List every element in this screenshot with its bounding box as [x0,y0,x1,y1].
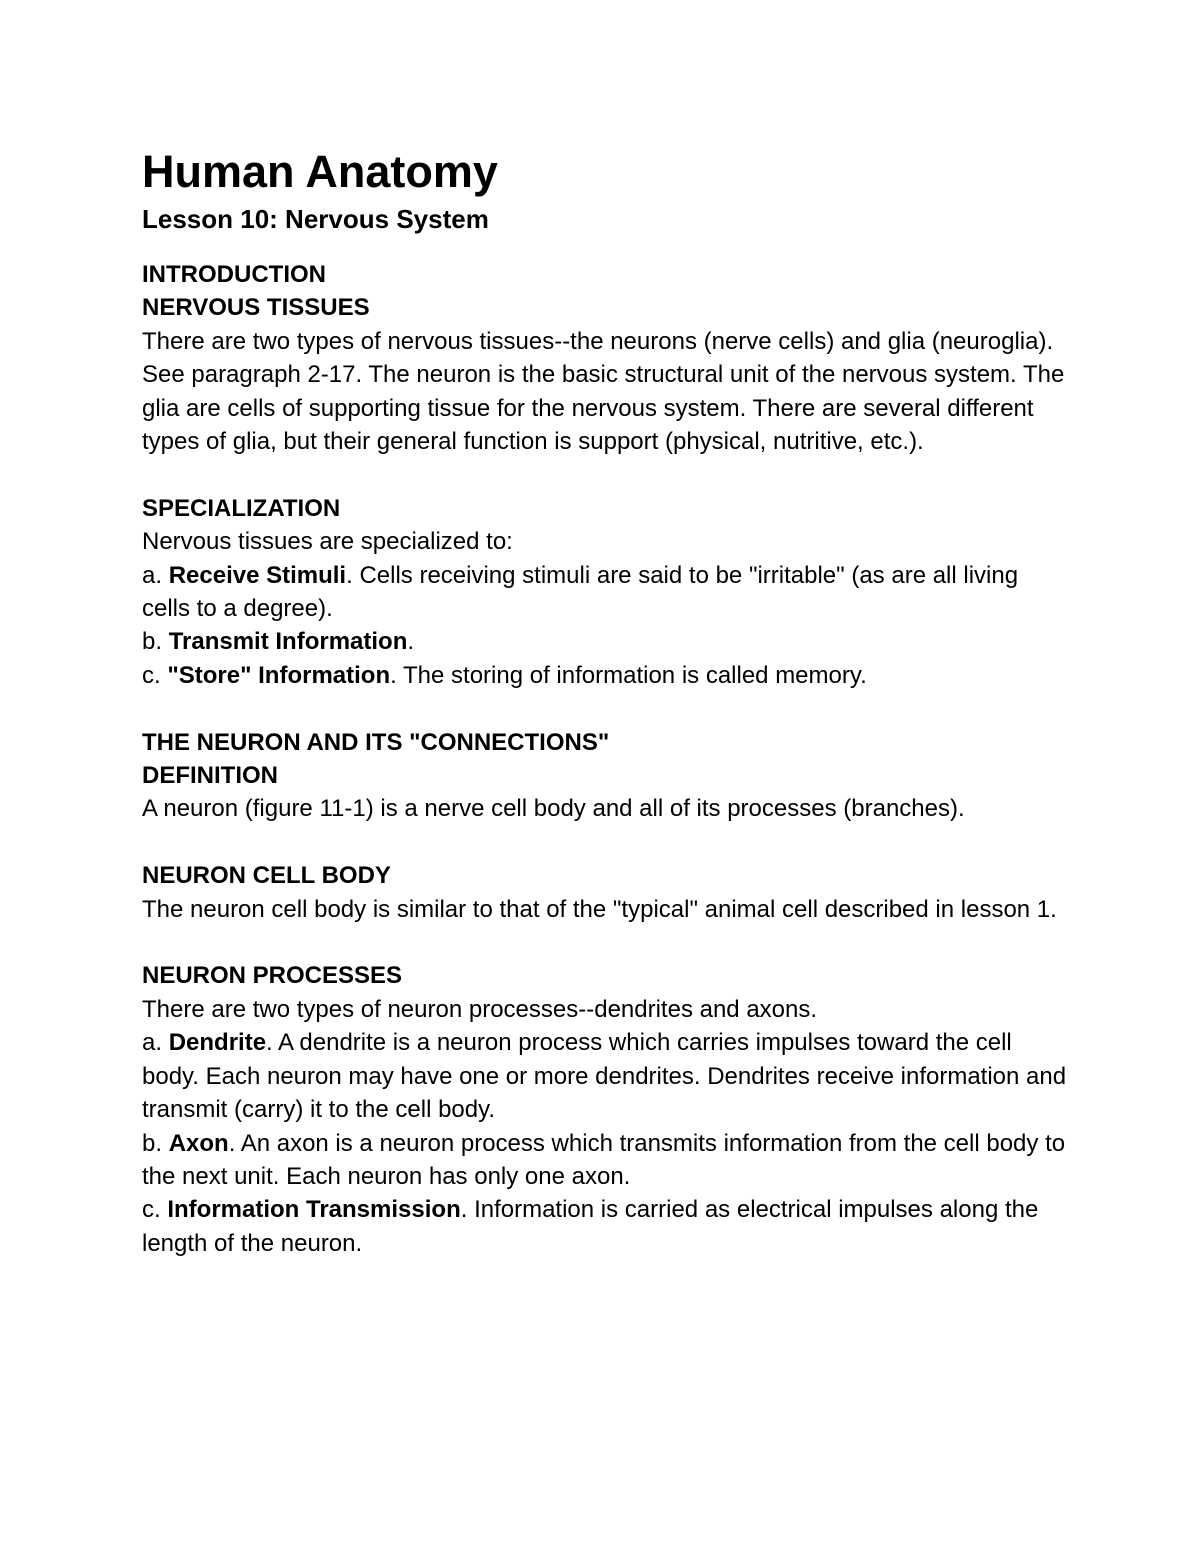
cell-body-paragraph: The neuron cell body is similar to that of the "typical" animal cell described in lesson 1. [142,895,1057,923]
processes-section [142,959,1072,1260]
item-prefix: c. [142,1196,168,1224]
item-prefix: b. [142,1129,169,1157]
specialization-item [142,559,1072,626]
lesson-subtitle: Lesson 10: Nervous System [142,204,489,234]
section-spacer [142,926,1072,959]
specialization-item [142,659,1072,692]
item-text: . The storing of information is called memory. [390,661,867,689]
section-spacer [142,458,1072,491]
item-prefix: a. [142,561,169,589]
processes-heading: NEURON PROCESSES [142,962,403,990]
definition-paragraph: A neuron (figure 11-1) is a nerve cell body and all of its processes (branches). [142,795,965,823]
cell-body-heading: NEURON CELL BODY [142,862,391,890]
item-text: . A dendrite is a neuron process which carries impulses toward the cell body. Each neuron may have one or more dendrites. Dendrites receive information and transmit (carry) it to the cell body. [142,1029,1067,1124]
specialization-section [142,492,1072,692]
section-spacer [142,692,1072,725]
processes-item [142,1193,1072,1260]
item-term: Information Transmission [167,1196,461,1224]
item-text: . Information is carried as electrical impulses along the length of the neuron. [142,1196,1039,1257]
specialization-item [142,625,1072,658]
nervous-tissues-heading: NERVOUS TISSUES [142,294,370,322]
neuron-connections-heading: THE NEURON AND ITS "CONNECTIONS" [142,728,610,756]
item-term: "Store" Information [167,661,391,689]
specialization-heading: SPECIALIZATION [142,494,341,522]
item-text: . An axon is a neuron process which transmits information from the cell body to the next unit. Each neuron has only one axon. [142,1129,1066,1190]
document-title: Human Anatomy [142,146,498,197]
introduction-heading: INTRODUCTION [142,261,326,288]
item-term: Receive Stimuli [168,561,347,589]
processes-item [142,1026,1072,1126]
item-term: Transmit Information [168,628,408,656]
processes-item [142,1127,1072,1194]
neuron-section [142,726,1072,826]
definition-heading: DEFINITION [142,762,278,790]
processes-intro: There are two types of neuron processes--dendrites and axons. [142,995,818,1023]
item-term: Dendrite [168,1029,267,1057]
item-prefix: a. [142,1029,169,1057]
introduction-section [142,258,1072,458]
nervous-tissues-paragraph: There are two types of nervous tissues--the neurons (nerve cells) and glia (neuroglia). See paragraph 2-17. The neuron is the basic structural unit of the nervous system. The glia are cells of supporting tissue for the nervous system. There are several different types of glia, but their general function is support (physical, nutritive, etc.). [142,327,1065,456]
specialization-intro: Nervous tissues are specialized to: [142,528,513,556]
item-prefix: b. [142,628,169,656]
item-prefix: c. [142,661,168,689]
item-text: . Cells receiving stimuli are said to be "irritable" (as are all living cells to a degree). [142,561,1019,623]
document-page [142,142,1072,1260]
item-term: Axon [168,1129,229,1157]
section-spacer [142,826,1072,859]
item-text: . [407,628,415,656]
cell-body-section [142,859,1072,926]
